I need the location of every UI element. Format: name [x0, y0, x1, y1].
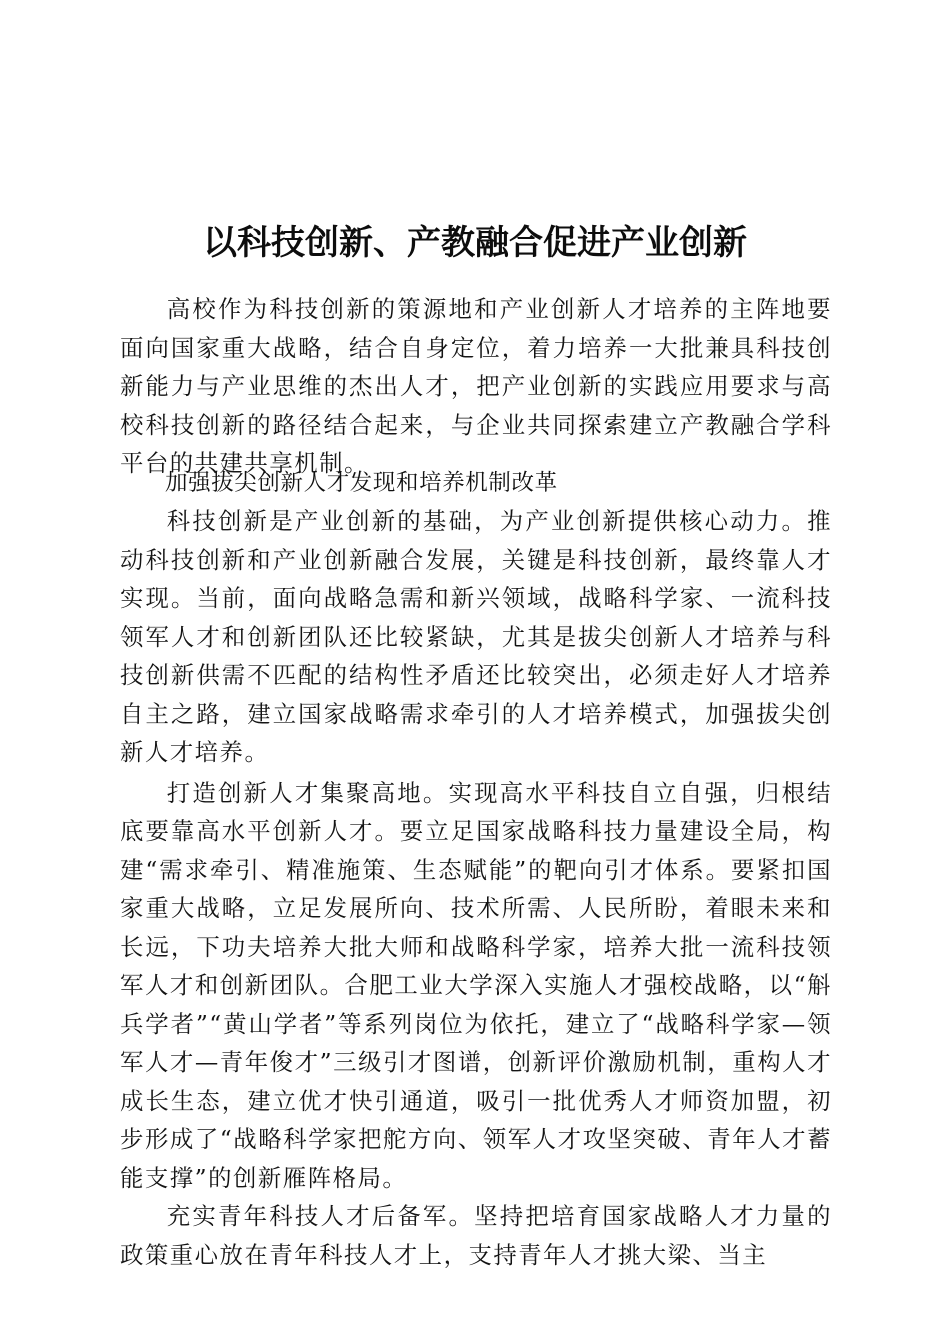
body-paragraph-2: 打造创新人才集聚高地。实现高水平科技自立自强，归根结底要靠高水平创新人才。要立足国家战略科技力量建设全局，构建“需求牵引、精准施策、生态赋能”的靶向引才体系。要紧扣国家重大战略，立足发展所向、技术所需、人民所盼，着眼未来和长远，下功夫培养大批大师和战略科学家，培养大批一流科技领军人才和创新团队。合肥工业大学深入实施人才强校战略，以“斛兵学者”“黄山学者”等系列岗位为依托，建立了“战略科学家—领军人才—青年俊才”三级引才图谱，创新评价激励机制，重构人才成长生态，建立优才快引通道，吸引一批优秀人才师资加盟，初步形成了“战略科学家把舵方向、领军人才攻坚突破、青年人才蓄能支撑”的创新雁阵格局。: [120, 778, 832, 1192]
body-paragraph-3: 充实青年科技人才后备军。坚持把培育国家战略人才力量的政策重心放在青年科技人才上，支持青年人才挑大梁、当主: [120, 1202, 832, 1269]
article-title: 以科技创新、产教融合促进产业创新: [203, 222, 747, 263]
article-section: [120, 464, 832, 503]
article-body-intro: [120, 290, 832, 483]
intro-paragraph: 高校作为科技创新的策源地和产业创新人才培养的主阵地要面向国家重大战略，结合自身定位，着力培养一大批兼具科技创新能力与产业思维的杰出人才，把产业创新的实践应用要求与高校科技创新的路径结合起来，与企业共同探索建立产教融合学科平台的共建共享机制。: [120, 295, 832, 477]
article-body-main: [120, 502, 832, 1274]
section-heading: 加强拔尖创新人才发现和培养机制改革: [165, 470, 558, 496]
body-paragraph-1: 科技创新是产业创新的基础，为产业创新提供核心动力。推动科技创新和产业创新融合发展，关键是科技创新，最终靠人才实现。当前，面向战略急需和新兴领域，战略科学家、一流科技领军人才和创新团队还比较紧缺，尤其是拔尖创新人才培养与科技创新供需不匹配的结构性矛盾还比较突出，必须走好人才培养自主之路，建立国家战略需求牵引的人才培养模式，加强拔尖创新人才培养。: [120, 507, 832, 766]
